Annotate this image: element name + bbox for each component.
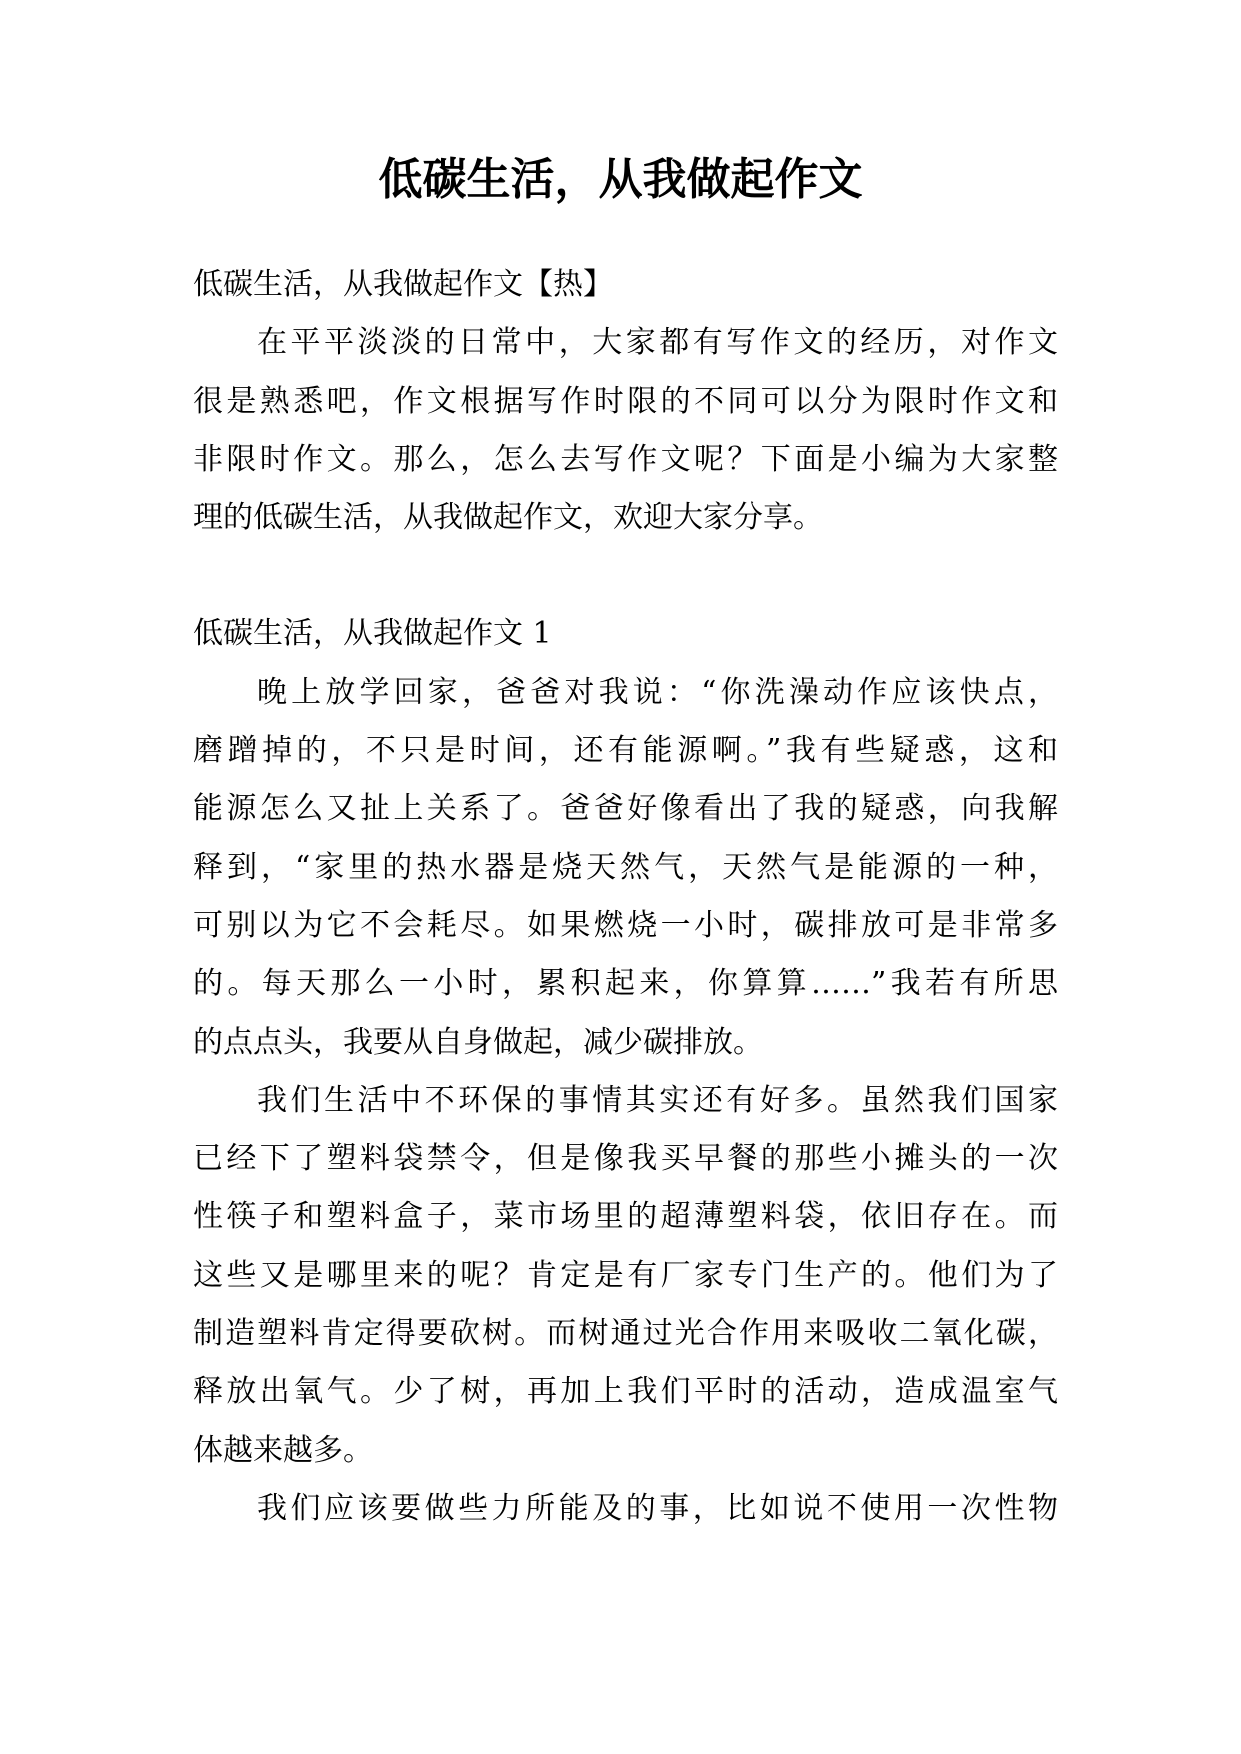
paragraph-line: 磨蹭掉的，不只是时间，还有能源啊。”我有些疑惑，这和 (193, 733, 1058, 769)
paragraph-line: 可别以为它不会耗尽。如果燃烧一小时，碳排放可是非常多 (193, 907, 1058, 943)
paragraph-line: 我们应该要做些力所能及的事，比如说不使用一次性物 (257, 1490, 1058, 1526)
paragraph-line: 制造塑料肯定得要砍树。而树通过光合作用来吸收二氧化碳， (193, 1316, 1058, 1352)
document-title: 低碳生活，从我做起作文 (378, 154, 863, 205)
paragraph-line: 性筷子和塑料盒子，菜市场里的超薄塑料袋，依旧存在。而 (193, 1199, 1058, 1235)
body-paragraph (193, 1072, 1058, 1480)
paragraph-line: 的点点头，我要从自身做起，减少碳排放。 (193, 1024, 763, 1060)
paragraph-line: 晚上放学回家，爸爸对我说：“你洗澡动作应该快点， (257, 674, 1058, 710)
paragraph-line: 非限时作文。那么，怎么去写作文呢？下面是小编为大家整 (193, 441, 1058, 477)
paragraph-line: 这些又是哪里来的呢？肯定是有厂家专门生产的。他们为了 (193, 1257, 1058, 1293)
paragraph-line: 释到，“家里的热水器是烧天然气，天然气是能源的一种， (193, 849, 1058, 885)
section-gap (193, 547, 1058, 605)
section-heading: 低碳生活，从我做起作文【热】 (193, 267, 613, 302)
document-body (193, 256, 1058, 1538)
paragraph-line: 理的低碳生活，从我做起作文，欢迎大家分享。 (193, 500, 823, 536)
section-heading: 低碳生活，从我做起作文 1 (193, 616, 552, 652)
body-paragraph (193, 1480, 1058, 1538)
paragraph-line: 已经下了塑料袋禁令，但是像我买早餐的那些小摊头的一次 (193, 1141, 1058, 1177)
paragraph-line: 我们生活中不环保的事情其实还有好多。虽然我们国家 (257, 1082, 1058, 1118)
paragraph-line: 的。每天那么一小时，累积起来，你算算……”我若有所思 (193, 966, 1058, 1002)
intro-paragraph (193, 314, 1058, 547)
paragraph-line: 能源怎么又扯上关系了。爸爸好像看出了我的疑惑，向我解 (193, 791, 1058, 827)
paragraph-line: 体越来越多。 (193, 1432, 373, 1468)
paragraph-line: 释放出氧气。少了树，再加上我们平时的活动，造成温室气 (193, 1374, 1058, 1410)
paragraph-line: 在平平淡淡的日常中，大家都有写作文的经历，对作文 (257, 325, 1058, 361)
body-paragraph (193, 664, 1058, 1072)
paragraph-line: 很是熟悉吧，作文根据写作时限的不同可以分为限时作文和 (193, 383, 1058, 419)
